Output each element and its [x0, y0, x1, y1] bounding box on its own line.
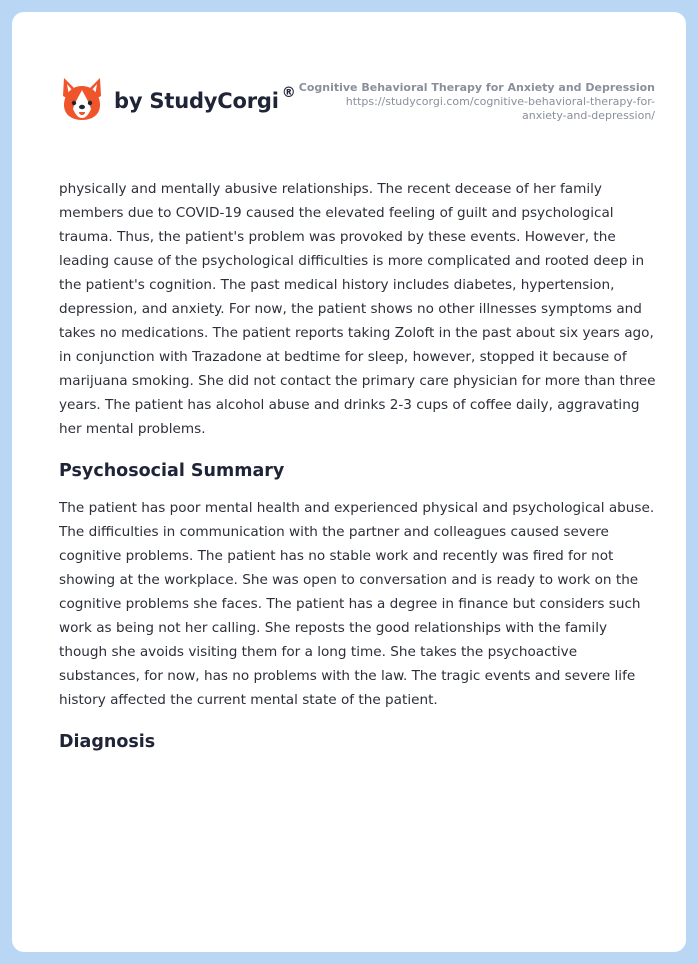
document-content: [59, 177, 659, 767]
section-heading-diagnosis: Diagnosis: [59, 732, 156, 752]
document-meta: [295, 80, 655, 123]
registered-mark: ®: [281, 85, 296, 101]
intro-paragraph: physically and mentally abusive relationships. The recent decease of her family members due to COVID-19 caused the elevated feeling of guilt and psychological trauma. Thus, the patient's problem was provoked by these events. However, the leading cause of the psychological difficulties is more complicated and rooted deep in the patient's cognition. The past medical history includes diabetes, hypertension, depression, and anxiety. For now, the patient shows no other illnesses symptoms and takes no medications. The patient reports taking Zoloft in the past about six years ago, in conjunction with Trazadone at bedtime for sleep, however, stopped it because of marijuana smoking. She did not contact the primary care physician for more than three years. The patient has alcohol abuse and drinks 2-3 cups of coffee daily, aggravating her mental problems.: [59, 181, 656, 437]
psychosocial-summary-paragraph: The patient has poor mental health and experienced physical and psychological abuse. The difficulties in communication with the partner and colleagues caused severe cognitive problems. The patient has no stable work and recently was fired for not showing at the workplace. She was open to conversation and is ready to work on the cognitive problems she faces. The patient has a degree in finance but considers such work as being not her calling. She reposts the good relationships with the family though she avoids visiting them for a long time. She takes the psychoactive substances, for now, has no problems with the law. The tragic events and severe life history affected the current mental state of the patient.: [59, 500, 655, 708]
document-title: Cognitive Behavioral Therapy for Anxiety and Depression: [298, 81, 655, 94]
document-page: [12, 12, 686, 952]
document-url-line-2[interactable]: anxiety-and-depression/: [521, 109, 655, 122]
logo-text: [114, 85, 296, 113]
corgi-logo-icon: [61, 76, 103, 122]
document-url-line-1[interactable]: https://studycorgi.com/cognitive-behavioral-therapy-for-: [345, 95, 655, 108]
section-heading-psychosocial-summary: Psychosocial Summary: [59, 461, 285, 481]
studycorgi-logo[interactable]: [61, 76, 296, 122]
logo-wordmark: by StudyCorgi: [114, 89, 279, 113]
